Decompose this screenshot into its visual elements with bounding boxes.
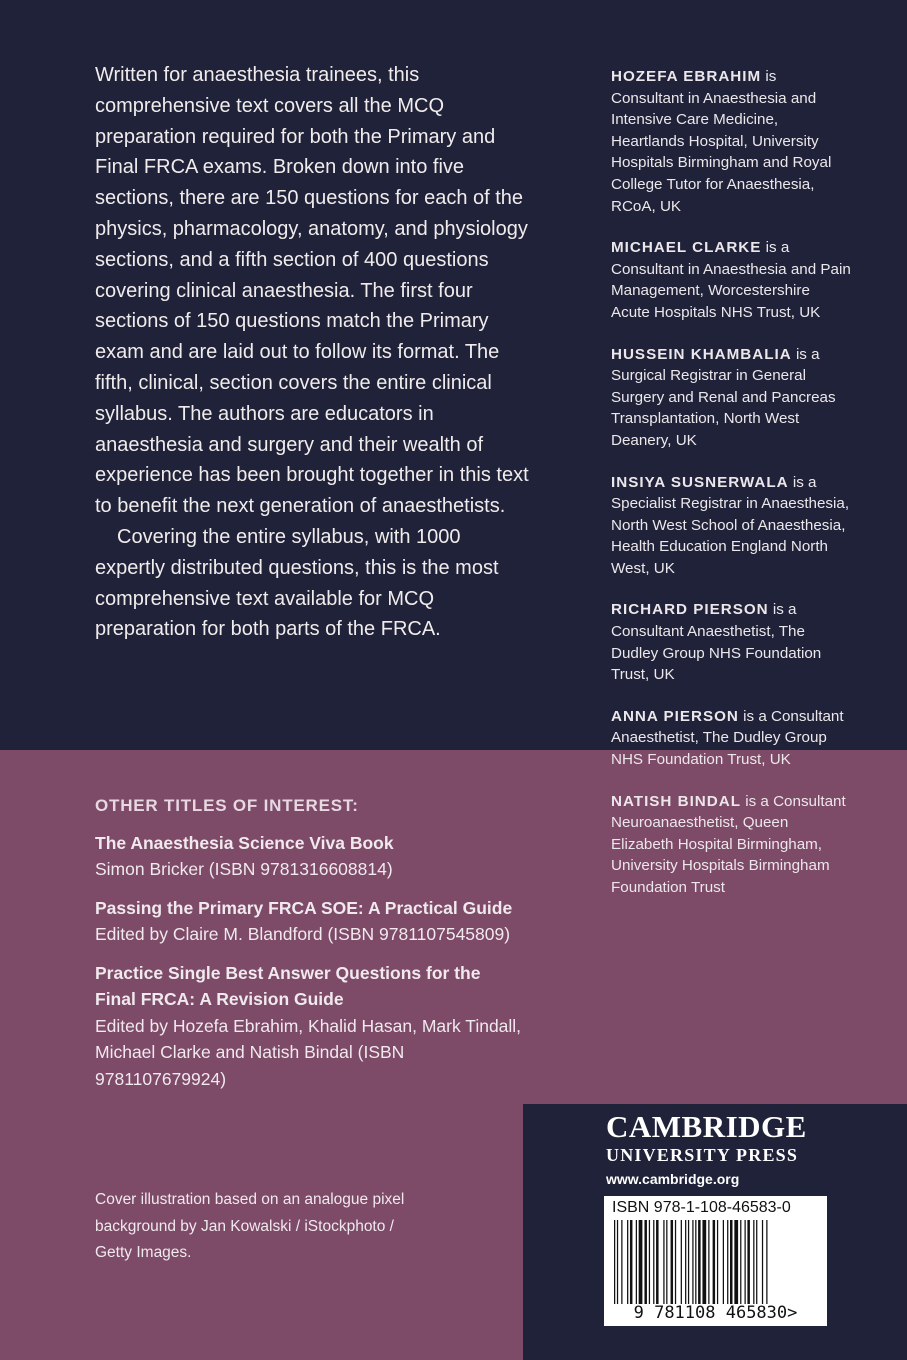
related-book-title: Passing the Primary FRCA SOE: A Practical Guide (95, 897, 513, 918)
publisher-logo-press: UNIVERSITY PRESS (606, 1145, 799, 1165)
author-name: ANNA PIERSON (611, 707, 739, 725)
author-name: MICHAEL CLARKE (611, 239, 762, 257)
author-description: is a Consultant Anaesthetist, The Dudley Group NHS Foundation Trust, UK (611, 601, 822, 684)
related-book (95, 830, 525, 883)
barcode-add-on-mark: > (787, 1303, 798, 1323)
author-description: is Consultant in Anaesthesia and Intensive Care Medicine, Heartlands Hospital, University Hospitals Birmingham and Royal College Tutor for Anaesthesia, RCoA, UK (611, 68, 832, 215)
author-name: NATISH BINDAL (611, 792, 741, 810)
related-book-details: Edited by Hozefa Ebrahim, Khalid Hasan, Mark Tindall, Michael Clarke and Natish Bindal (ISBN 9781107679924) (95, 1015, 522, 1089)
author-bios (611, 66, 851, 919)
author-name: INSIYA SUSNERWALA (611, 473, 789, 491)
author-description: is a Consultant Anaesthetist, The Dudley Group NHS Foundation Trust, UK (611, 707, 844, 769)
author-bio (611, 706, 851, 771)
author-bio (611, 472, 851, 580)
author-bio (611, 237, 851, 323)
book-description (95, 60, 535, 645)
author-description: is a Consultant in Anaesthesia and Pain Management, Worcestershire Acute Hospitals NHS Trust, UK (611, 239, 851, 321)
author-name: RICHARD PIERSON (611, 601, 769, 619)
barcode-digits (604, 1302, 827, 1324)
description-paragraph-2: Covering the entire syllabus, with 1000 expertly distributed questions, this is the most comprehensive text available for MCQ preparation for both parts of the FRCA. (95, 525, 499, 641)
author-bio (611, 791, 851, 899)
publisher-block (523, 1104, 907, 1360)
description-paragraph-1: Written for anaesthesia trainees, this comprehensive text covers all the MCQ preparation required for both the Primary and Final FRCA exams. Broken down into five sections, there are 150 questions for each of the physics, pharmacology, anatomy, and physiology sections, and a fifth section of 400 questions covering clinical anaesthesia. The first four sections of 150 questions match the Primary exam and are laid out to follow its format. The fifth, clinical, section covers the entire clinical syllabus. The authors are educators in anaesthesia and surgery and their wealth of experience has been brought together in this text to benefit the next generation of anaesthetists. (95, 64, 529, 518)
related-book-title: The Anaesthesia Science Viva Book (95, 832, 394, 853)
author-description: is a Consultant Neuroanaesthetist, Queen Elizabeth Hospital Birmingham, University Hospitals Birmingham Foundation Trust (611, 792, 846, 896)
related-book (95, 895, 525, 948)
related-book-details: Simon Bricker (ISBN 9781316608814) (95, 859, 393, 879)
other-titles (95, 793, 525, 1104)
author-name: HOZEFA EBRAHIM (611, 68, 762, 85)
barcode-bars (614, 1220, 814, 1304)
related-book (95, 960, 525, 1093)
related-book-title: Practice Single Best Answer Questions for the Final FRCA: A Revision Guide (95, 962, 481, 1009)
other-titles-heading: OTHER TITLES OF INTEREST: (95, 796, 359, 815)
related-book-details: Edited by Claire M. Blandford (ISBN 9781107545809) (95, 924, 511, 944)
author-description: is a Specialist Registrar in Anaesthesia, North West School of Anaesthesia, Health Education England North West, UK (611, 473, 850, 577)
author-description: is a Surgical Registrar in General Surgery and Renal and Pancreas Transplantation, North West Deanery, UK (611, 345, 836, 449)
barcode (604, 1196, 827, 1326)
author-bio (611, 66, 851, 217)
author-bio (611, 344, 851, 452)
author-bio (611, 599, 851, 685)
author-name: HUSSEIN KHAMBALIA (611, 345, 792, 363)
publisher-url: www.cambridge.org (606, 1171, 740, 1187)
barcode-number: 9 781108 465830 (633, 1303, 788, 1323)
cover-credit: Cover illustration based on an analogue pixel background by Jan Kowalski / iStockphoto / Getty Images. (95, 1191, 405, 1261)
isbn-label: ISBN 978-1-108-46583-0 (612, 1199, 791, 1216)
publisher-logo-name: CAMBRIDGE (606, 1109, 807, 1144)
